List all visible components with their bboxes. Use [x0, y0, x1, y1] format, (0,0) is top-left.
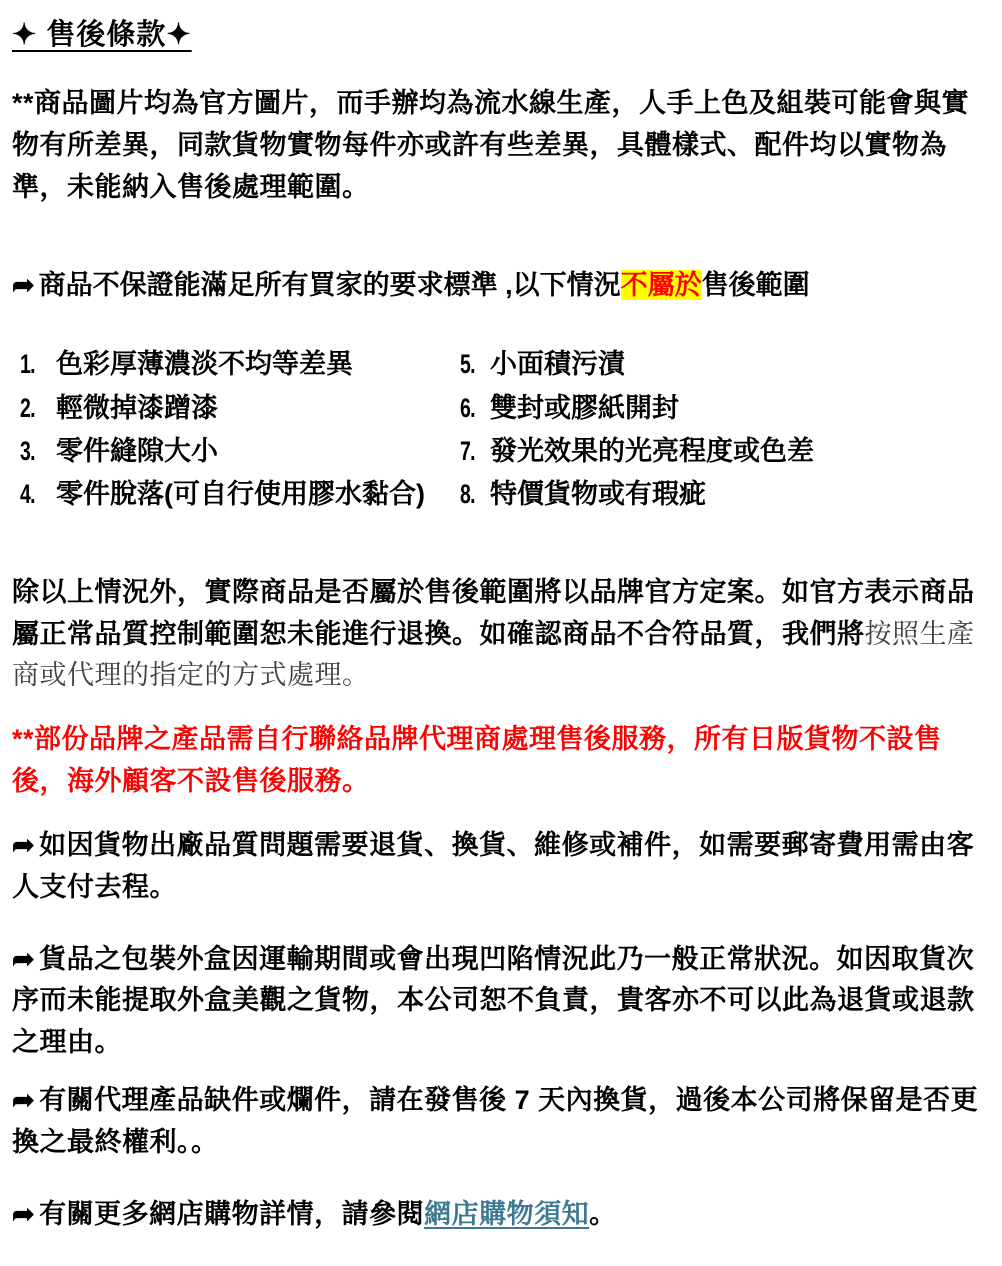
intro-paragraph: **商品圖片均為官方圖片，而手辦均為流水線生產，人手上色及組裝可能會與實物有所差異，同款貨物實物每件亦或許有些差異，具體樣式、配件均以實物為準，未能納入售後處理範圍。	[12, 88, 970, 202]
list-item-number: 1.	[20, 349, 35, 380]
list-item-text: 發光效果的光亮程度或色差	[490, 436, 814, 467]
point-text: 如因貨物出廠品質問題需要退貨、換貨、維修或補件，如需要郵寄費用需由客人支付去程。	[12, 829, 975, 902]
point-paragraph	[12, 825, 988, 909]
notice-text-after: 售後範圍	[701, 269, 810, 300]
list-item-number: 8.	[460, 479, 475, 510]
curved-arrow-icon: ➦	[12, 943, 36, 974]
curved-arrow-icon: ➦	[12, 1085, 36, 1116]
list-item-number: 3.	[20, 436, 35, 467]
shop-guide-link[interactable]: 網店購物須知	[424, 1198, 590, 1229]
list-item-number: 6.	[460, 392, 475, 423]
list-item	[20, 394, 460, 422]
footer-text-before: 有關更多網店購物詳情，請參閱	[39, 1198, 425, 1229]
list-item	[20, 350, 460, 378]
policy-gray-text: 按照生產商或代理的指定的方式處理。	[12, 618, 975, 691]
notice-highlight: 不屬於	[620, 269, 702, 300]
curved-arrow-icon: ➦	[12, 829, 36, 860]
point-text: 貨品之包裝外盒因運輸期間或會出現凹陷情況此乃一般正常狀況。如因取貨次序而未能提取外盒美觀之貨物，本公司恕不負責，貴客亦不可以此為退貨或退款之理由。	[12, 943, 975, 1058]
page-title: ✦ 售後條款✦	[12, 19, 192, 51]
list-item	[460, 350, 988, 378]
list-item-text: 輕微掉漆蹭漆	[56, 392, 218, 423]
list-item	[20, 480, 460, 508]
list-item-number: 2.	[20, 392, 35, 423]
list-item-text: 色彩厚薄濃淡不均等差異	[56, 349, 353, 380]
list-item	[20, 437, 460, 465]
list-item	[460, 437, 988, 465]
point-paragraph	[12, 1080, 988, 1164]
point-paragraph	[12, 939, 988, 1065]
policy-main-text: 除以上情況外，實際商品是否屬於售後範圍將以品牌官方定案。如官方表示商品屬正常品質控制範圍恕未能進行退換。如確認商品不合符品質，我們將	[12, 576, 975, 649]
list-item-number: 7.	[460, 436, 475, 467]
point-text: 有關代理產品缺件或爛件，請在發售後 7 天內換貨，過後本公司將保留是否更換之最終權利。。	[12, 1085, 979, 1157]
footer-paragraph	[12, 1194, 988, 1236]
notice-text-before: 商品不保證能滿足所有買家的要求標準 ,以下情況	[38, 269, 621, 300]
exclusions-list	[12, 350, 988, 523]
list-item-text: 小面積污漬	[490, 349, 625, 380]
list-item-text: 雙封或膠紙開封	[490, 392, 679, 423]
list-item	[460, 480, 988, 508]
curved-arrow-icon: ➦	[12, 269, 35, 300]
exclusions-column-left	[12, 350, 460, 523]
curved-arrow-icon: ➦	[12, 1198, 36, 1229]
list-item-text: 零件脫落(可自行使用膠水黏合)	[56, 479, 425, 510]
red-notice-paragraph: **部份品牌之產品需自行聯絡品牌代理商處理售後服務，所有日版貨物不設售後，海外顧客不設售後服務。	[12, 724, 942, 797]
footer-text-after: 。	[589, 1198, 617, 1229]
list-item-number: 5.	[460, 349, 475, 380]
policy-paragraph	[12, 572, 988, 698]
exclusions-column-right	[460, 350, 988, 523]
list-item	[460, 394, 988, 422]
list-item-text: 特價貨物或有瑕疵	[490, 479, 706, 510]
notice-line	[12, 267, 988, 305]
list-item-text: 零件縫隙大小	[56, 436, 218, 467]
list-item-number: 4.	[20, 479, 35, 510]
